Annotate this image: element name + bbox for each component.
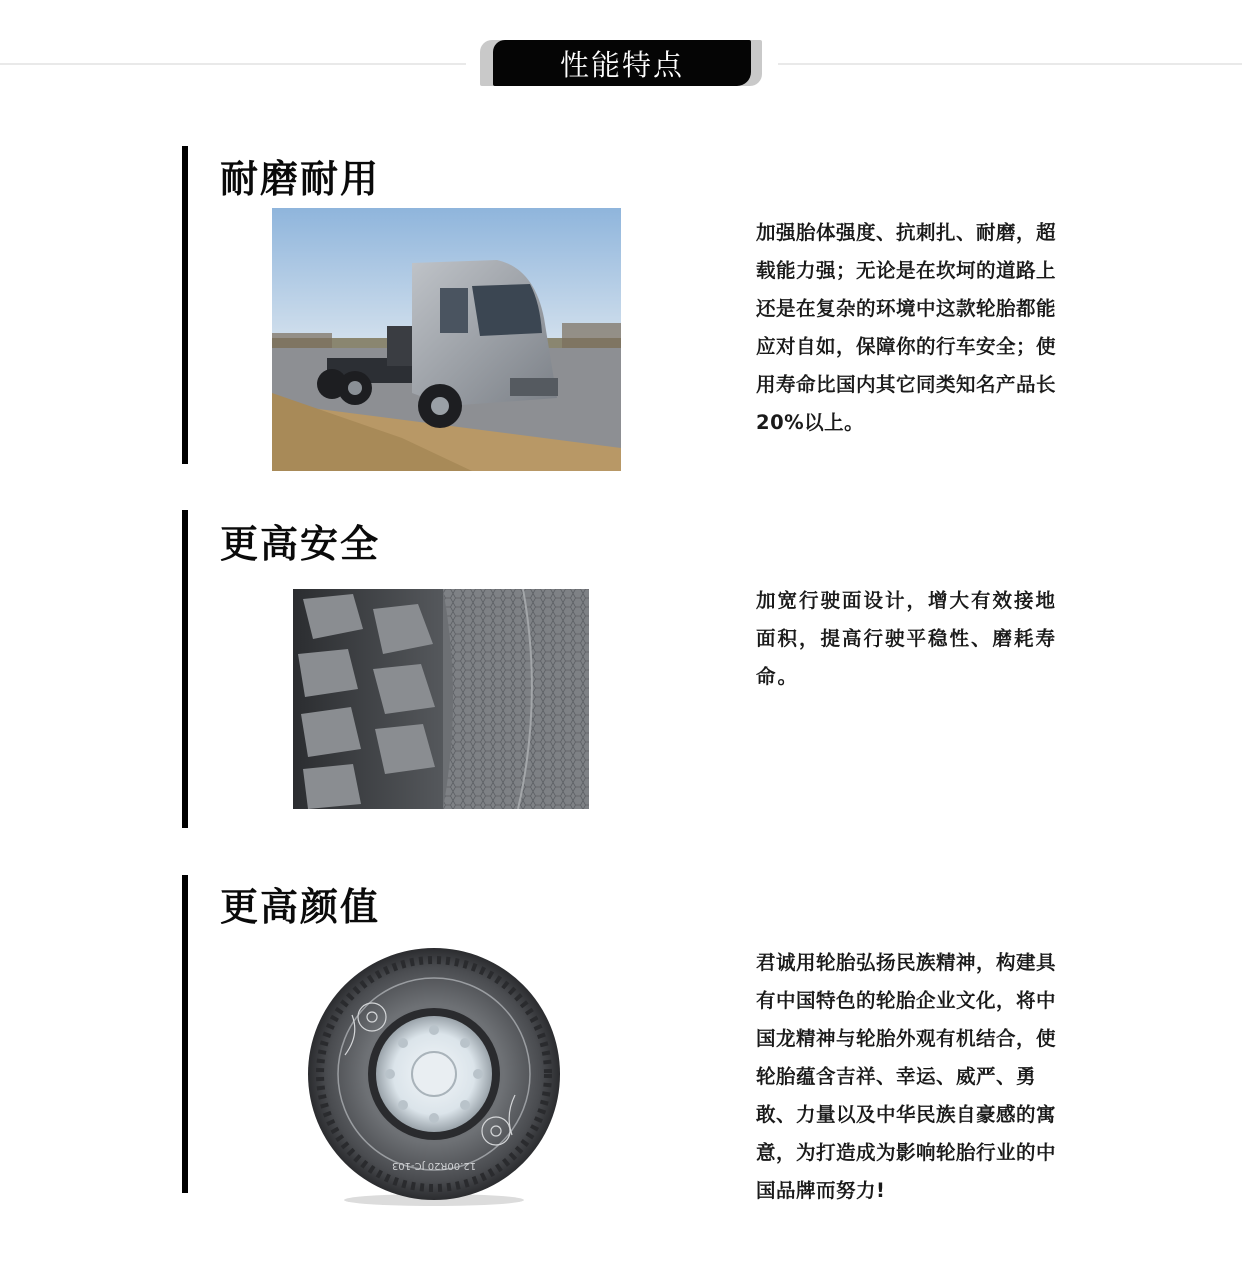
feature-description: 君诚用轮胎弘扬民族精神，构建具有中国特色的轮胎企业文化，将中国龙精神与轮胎外观有机结合，使轮胎蕴含吉祥、幸运、威严、勇敢、力量以及中华民族自豪感的寓意，为打造成为影响轮胎行业的中国品牌而努力! [756, 951, 1057, 1202]
feature-title: 耐磨耐用 [220, 157, 381, 201]
section-accent-bar [182, 510, 188, 828]
feature-description: 加强胎体强度、抗刺扎、耐磨，超载能力强；无论是在坎坷的道路上还是在复杂的环境中这款轮胎都能应对自如，保障你的行车安全；使用寿命比国内其它同类知名产品长20%以上。 [756, 221, 1057, 434]
section-accent-bar [182, 875, 188, 1193]
truck-photo [272, 208, 621, 471]
feature-title: 更高安全 [220, 522, 381, 566]
header-divider-left [0, 63, 466, 65]
tire-side-photo [300, 945, 568, 1210]
tire-tread-photo [293, 589, 589, 809]
page-title: 性能特点 [559, 47, 684, 82]
tire-size-marking: 12.00R20 JC-103 [391, 1160, 477, 1171]
section-header-badge [493, 40, 751, 86]
header-divider-right [778, 63, 1242, 65]
feature-description: 加宽行驶面设计，增大有效接地面积，提高行驶平稳性、磨耗寿命。 [756, 589, 1058, 688]
section-accent-bar [182, 146, 188, 464]
feature-title: 更高颜值 [220, 885, 381, 929]
